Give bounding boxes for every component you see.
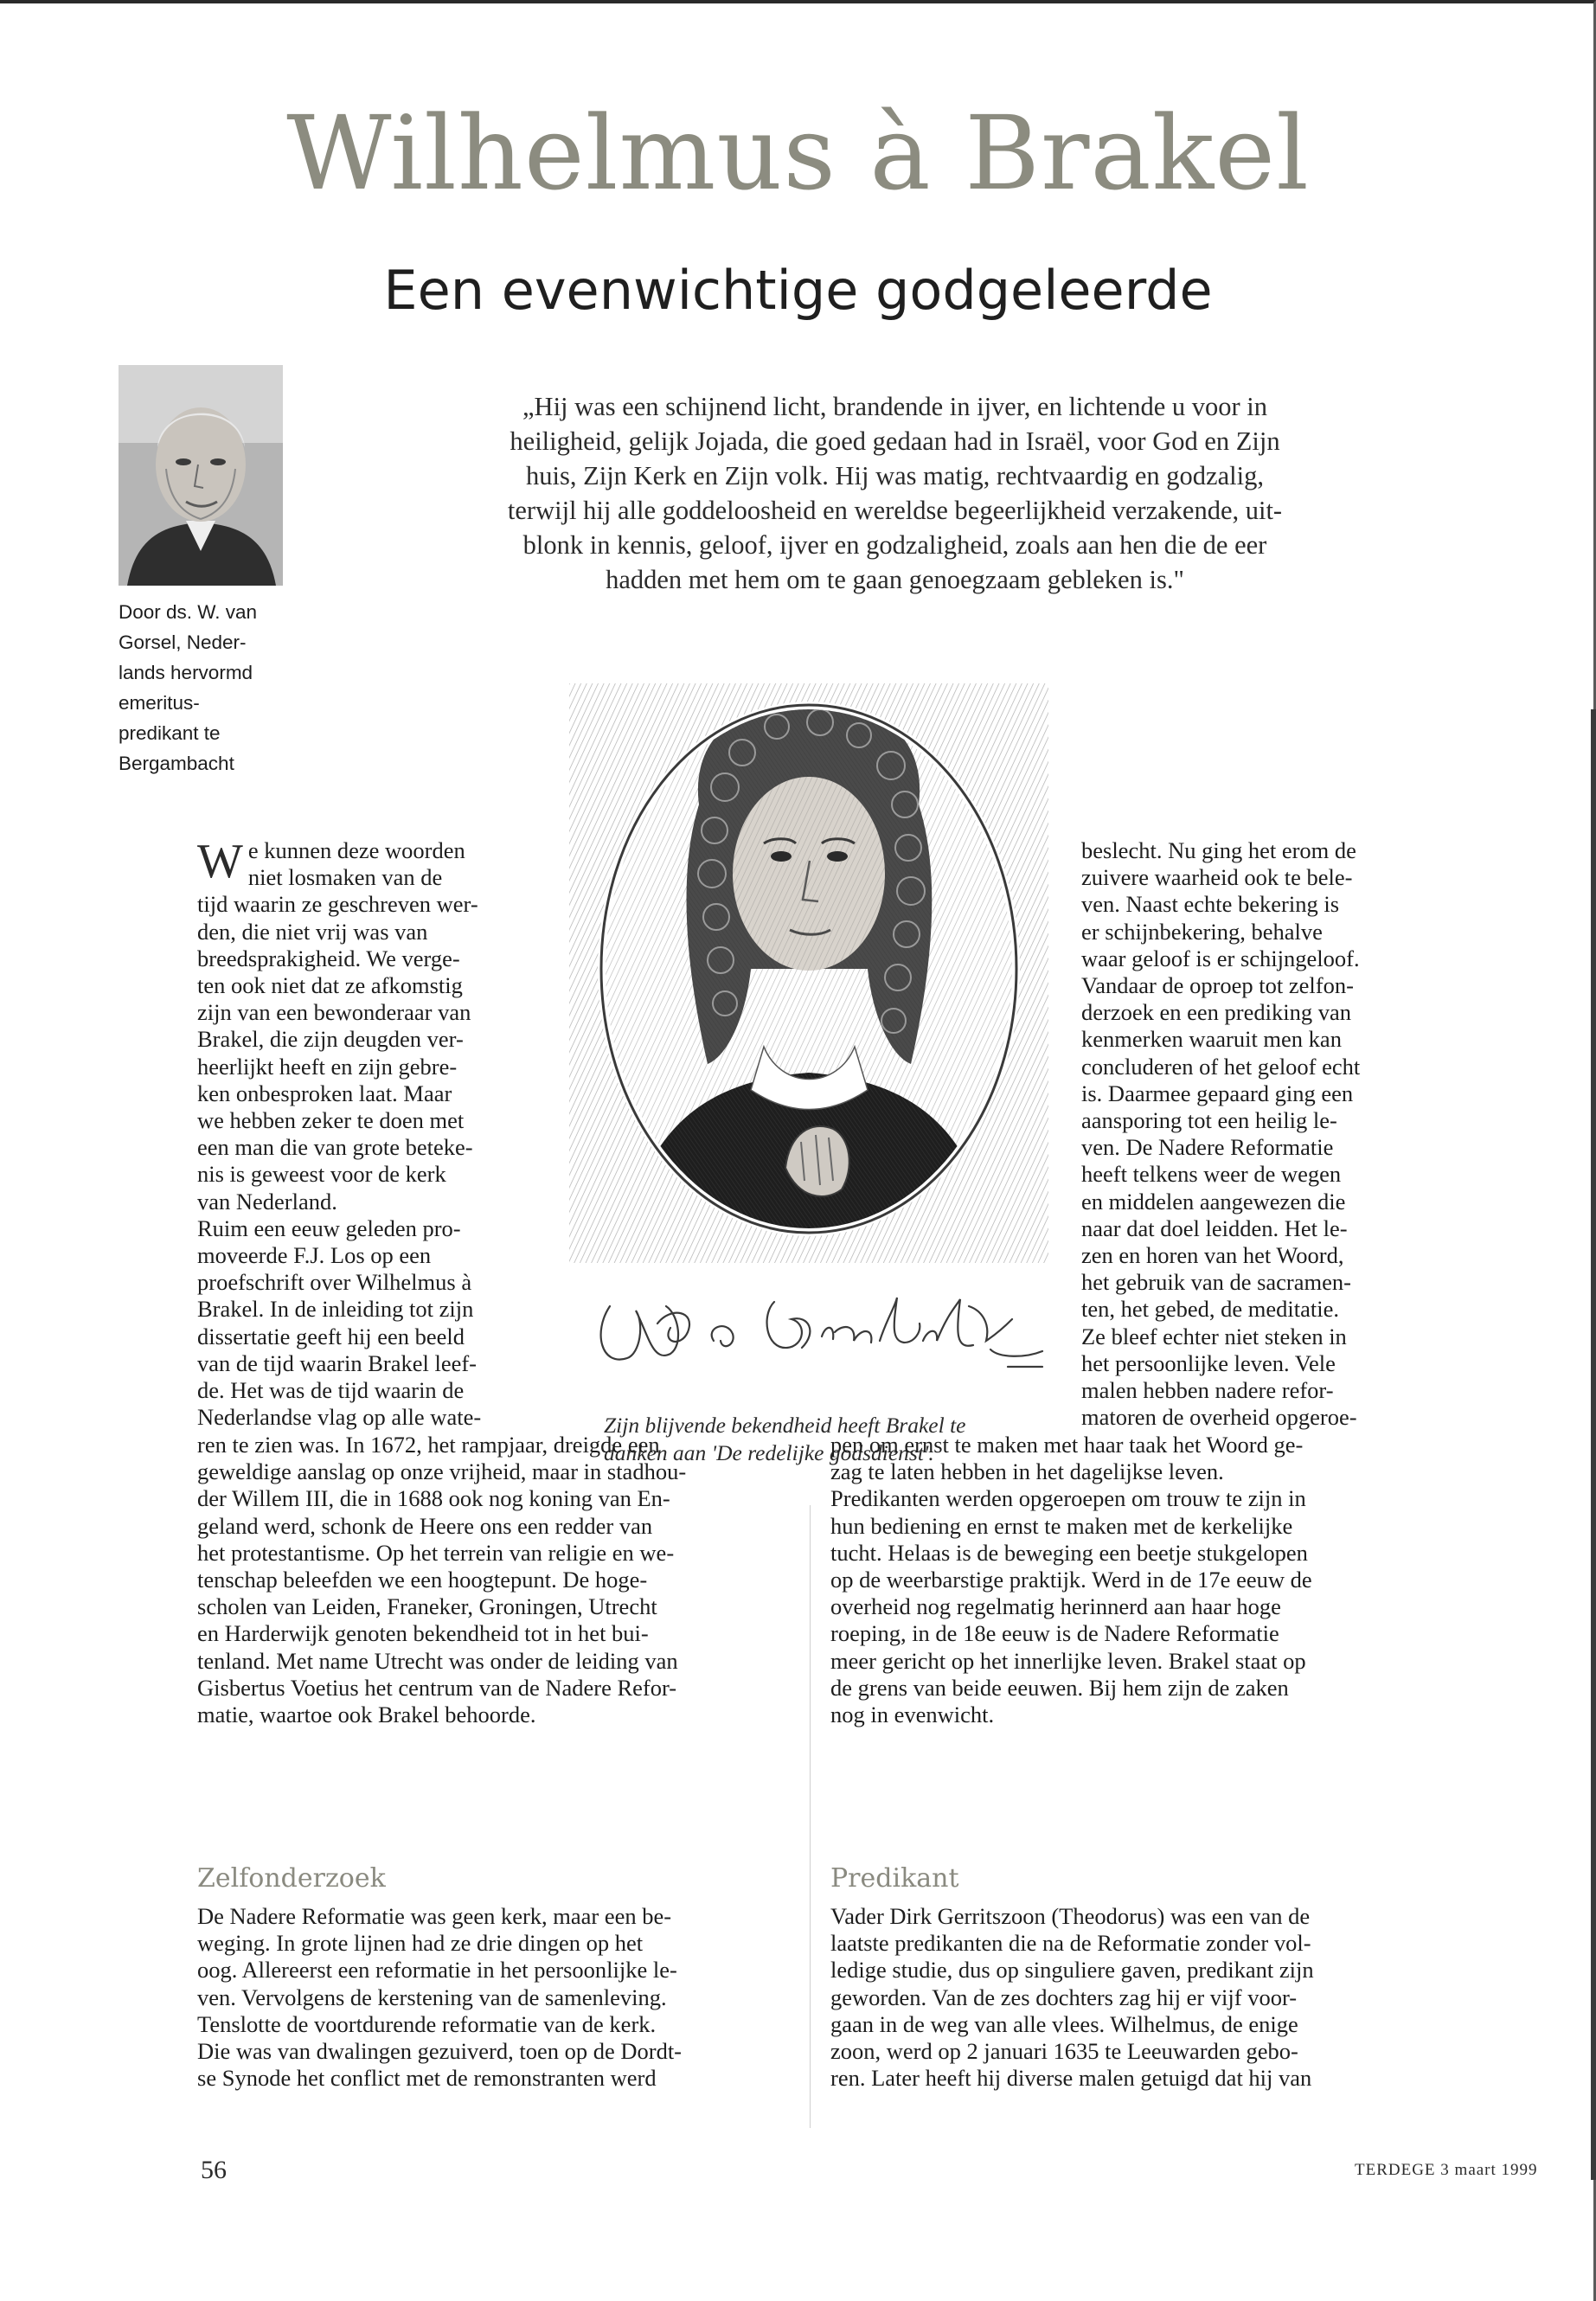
brakel-signature (575, 1272, 1060, 1384)
body-line: Vandaar de oproep tot zelfon- (1081, 972, 1354, 999)
body-line: we hebben zeker te doen met (197, 1107, 465, 1134)
article-title: Wilhelmus à Brakel (286, 93, 1310, 213)
quote-line: „Hij was een schijnend licht, brandende in ijver, en lichtende u voor in (522, 392, 1267, 421)
body-line: Brakel, die zijn deugden ver- (197, 1026, 464, 1053)
section-heading-zelfonderzoek: Zelfonderzoek (197, 1863, 386, 1894)
body-line: er schijnbekering, behalve (1081, 918, 1323, 945)
body-line: het persoonlijke leven. Vele (1081, 1349, 1336, 1376)
author-caption-line: Bergambacht (119, 753, 234, 774)
body-line: van Nederland. (197, 1188, 337, 1215)
column-divider (810, 1505, 811, 2128)
body-line: se Synode het conflict met de remonstranten werd (197, 2065, 657, 2092)
body-line: Ruim een eeuw geleden pro- (197, 1215, 461, 1241)
body-line: ren. Later heeft hij diverse malen getuigd dat hij van (830, 2065, 1312, 2092)
body-line: breedsprakigheid. We verge- (197, 945, 460, 971)
column-left-top (197, 837, 552, 1431)
body-line: gaan in de weg van alle vlees. Wilhelmus, de enige (830, 2010, 1298, 2037)
body-line: waar geloof is er schijngeloof. (1081, 945, 1360, 971)
body-line: derzoek en een prediking van (1081, 999, 1351, 1026)
portrait-image (569, 683, 1048, 1263)
body-line: der Willem III, die in 1688 ook nog koning van En- (197, 1485, 670, 1512)
article-subtitle: Een evenwichtige godgeleerde (383, 259, 1213, 322)
column-right-bottom (830, 1432, 1471, 1728)
body-line: ten ook niet dat ze afkomstig (197, 972, 463, 999)
body-line: en middelen aangewezen die (1081, 1188, 1346, 1215)
signature-image (575, 1272, 1060, 1384)
body-line: is. Daarmee gepaard ging een (1081, 1080, 1354, 1106)
quote-line: heiligheid, gelijk Jojada, die goed gedaan had in Israël, voor God en Zijn (510, 426, 1280, 456)
body-line: Gisbertus Voetius het centrum van de Nadere Refor- (197, 1674, 677, 1701)
body-line: moveerde F.J. Los op een (197, 1242, 432, 1269)
body-line: beslecht. Nu ging het erom de (1081, 837, 1356, 863)
body-line: hun bediening en ernst te maken met de kerkelijke (830, 1512, 1293, 1539)
body-line: zijn van een bewonderaar van (197, 999, 471, 1026)
body-line: meer gericht op het innerlijke leven. Brakel staat op (830, 1647, 1306, 1674)
body-line: heerlijkt heeft en zijn gebre- (197, 1053, 458, 1080)
body-line: tijd waarin ze geschreven wer- (197, 891, 478, 918)
body-line: ren te zien was. In 1672, het rampjaar, dreigde een (197, 1432, 660, 1458)
body-line: Brakel. In de inleiding tot zijn (197, 1296, 474, 1323)
scan-edge-mark (1591, 709, 1596, 2180)
author-caption-line: emeritus- (119, 692, 200, 714)
body-line: van de tijd waarin Brakel leef- (197, 1349, 478, 1376)
column-left-bottom (197, 1432, 820, 1728)
body-line: weging. In grote lijnen had ze drie dingen op het (197, 1930, 644, 1957)
body-line: de. Het was de tijd waarin de (197, 1377, 465, 1404)
body-line: Ze bleef echter niet steken in (1081, 1323, 1347, 1349)
body-line: zen en horen van het Woord, (1081, 1242, 1344, 1269)
body-line: ven. Naast echte bekering is (1081, 891, 1340, 918)
column-left-section1 (197, 1903, 820, 2092)
quote-line: blonk in kennis, geloof, ijver en godzaligheid, zoals aan hen die de eer (522, 530, 1267, 560)
intro-quote (313, 389, 1477, 597)
page-number: 56 (201, 2156, 227, 2184)
body-line: matie, waartoe ook Brakel behoorde. (197, 1702, 536, 1728)
figure-caption-line: Zijn blijvende bekendheid heeft Brakel te (604, 1413, 966, 1438)
body-line: matoren de overheid opgeroe- (1081, 1404, 1357, 1431)
body-line: Die was van dwalingen gezuiverd, toen op de Dordt- (197, 2038, 683, 2065)
author-caption-line: predikant te (119, 722, 221, 744)
body-line: zag te laten hebben in het dagelijkse leven. (830, 1458, 1224, 1485)
body-line: ten, het gebed, de meditatie. (1081, 1296, 1340, 1323)
body-line: concluderen of het geloof echt (1081, 1053, 1361, 1080)
body-line: tenland. Met name Utrecht was onder de leiding van (197, 1647, 678, 1674)
drop-cap: W (197, 835, 243, 888)
body-line: proefschrift over Wilhelmus à (197, 1269, 472, 1296)
portrait-engraving (569, 683, 1048, 1263)
body-line: malen hebben nadere refor- (1081, 1377, 1334, 1404)
body-line: dissertatie geeft hij een beeld (197, 1323, 465, 1349)
body-line: De Nadere Reformatie was geen kerk, maar een be- (197, 1903, 672, 1929)
body-line: een man die van grote beteke- (197, 1134, 473, 1161)
body-line: het protestantisme. Op het terrein van religie en we- (197, 1539, 675, 1566)
body-line: Nederlandse vlag op alle wate- (197, 1404, 482, 1431)
body-line: roeping, in de 18e eeuw is de Nadere Reformatie (830, 1620, 1279, 1647)
author-caption-line: Gorsel, Neder- (119, 631, 247, 653)
body-line: aansporing tot een heilig le- (1081, 1107, 1337, 1134)
body-line: naar dat doel leidden. Het le- (1081, 1215, 1348, 1241)
body-line: scholen van Leiden, Franeker, Groningen, Utrecht (197, 1593, 657, 1620)
column-right-section2 (830, 1903, 1471, 2092)
body-line: tucht. Helaas is de beweging een beetje stukgelopen (830, 1539, 1308, 1566)
body-line: geweldige aanslag op onze vrijheid, maar in stadhou- (197, 1458, 687, 1485)
publication-footer: TERDEGE 3 maart 1999 (1355, 2161, 1538, 2179)
section-heading-predikant: Predikant (830, 1863, 959, 1894)
body-line: ken onbesproken laat. Maar (197, 1080, 452, 1106)
body-line: ven. Vervolgens de kerstening van de samenleving. (197, 1984, 667, 2010)
body-line: op de weerbarstige praktijk. Werd in de 17e eeuw de (830, 1567, 1312, 1593)
body-line: oog. Allereerst een reformatie in het persoonlijke le- (197, 1957, 677, 1984)
body-line: Tenslotte de voortdurende reformatie van de kerk. (197, 2010, 657, 2037)
body-line: de grens van beide eeuwen. Bij hem zijn de zaken (830, 1674, 1289, 1701)
body-line: het gebruik van de sacramen- (1081, 1269, 1351, 1296)
body-line: zoon, werd op 2 januari 1635 te Leeuwarden gebo- (830, 2038, 1298, 2065)
body-line: ledige studie, dus op singuliere gaven, predikant zijn (830, 1957, 1314, 1984)
body-line: zuivere waarheid ook te bele- (1081, 864, 1353, 891)
body-line: nis is geweest voor de kerk (197, 1161, 446, 1188)
author-photo (119, 365, 283, 586)
body-line: tenschap beleefden we een hoogtepunt. De hoge- (197, 1567, 648, 1593)
author-caption-line: lands hervormd (119, 662, 253, 683)
body-line: en Harderwijk genoten bekendheid tot in het bui- (197, 1620, 649, 1647)
author-caption (119, 597, 296, 779)
body-line: overheid nog regelmatig herinnerd aan haar hoge (830, 1593, 1281, 1620)
body-line: ven. De Nadere Reformatie (1081, 1134, 1334, 1161)
body-line: niet losmaken van de (247, 864, 443, 891)
body-line: nog in evenwicht. (830, 1702, 995, 1728)
body-line: heeft telkens weer de wegen (1081, 1161, 1342, 1188)
author-photo-image (119, 365, 283, 586)
quote-line: huis, Zijn Kerk en Zijn volk. Hij was matig, rechtvaardig en godzalig, (526, 461, 1264, 490)
body-line: geworden. Van de zes dochters zag hij er vijf voor- (830, 1984, 1298, 2010)
body-line: Vader Dirk Gerritszoon (Theodorus) was een van de (830, 1903, 1311, 1929)
body-line: laatste predikanten die na de Reformatie zonder vol- (830, 1930, 1311, 1957)
body-line: Predikanten werden opgeroepen om trouw te zijn in (830, 1485, 1306, 1512)
body-line: den, die niet vrij was van (197, 918, 428, 945)
figure-caption-line: danken aan 'De redelijke godsdienst'. (604, 1440, 934, 1465)
quote-line: terwijl hij alle goddeloosheid en wereldse begeerlijkheid verzakende, uit- (507, 496, 1283, 525)
body-line: geland werd, schonk de Heere ons een redder van (197, 1512, 653, 1539)
body-line: e kunnen deze woorden (247, 837, 465, 863)
body-line: kenmerken waaruit men kan (1081, 1026, 1342, 1053)
body-line: pen om ernst te maken met haar taak het Woord ge- (830, 1432, 1304, 1458)
author-caption-line: Door ds. W. van (119, 601, 258, 623)
column-right-top (1081, 837, 1462, 1431)
quote-line: hadden met hem om te gaan genoegzaam gebleken is." (606, 565, 1184, 594)
